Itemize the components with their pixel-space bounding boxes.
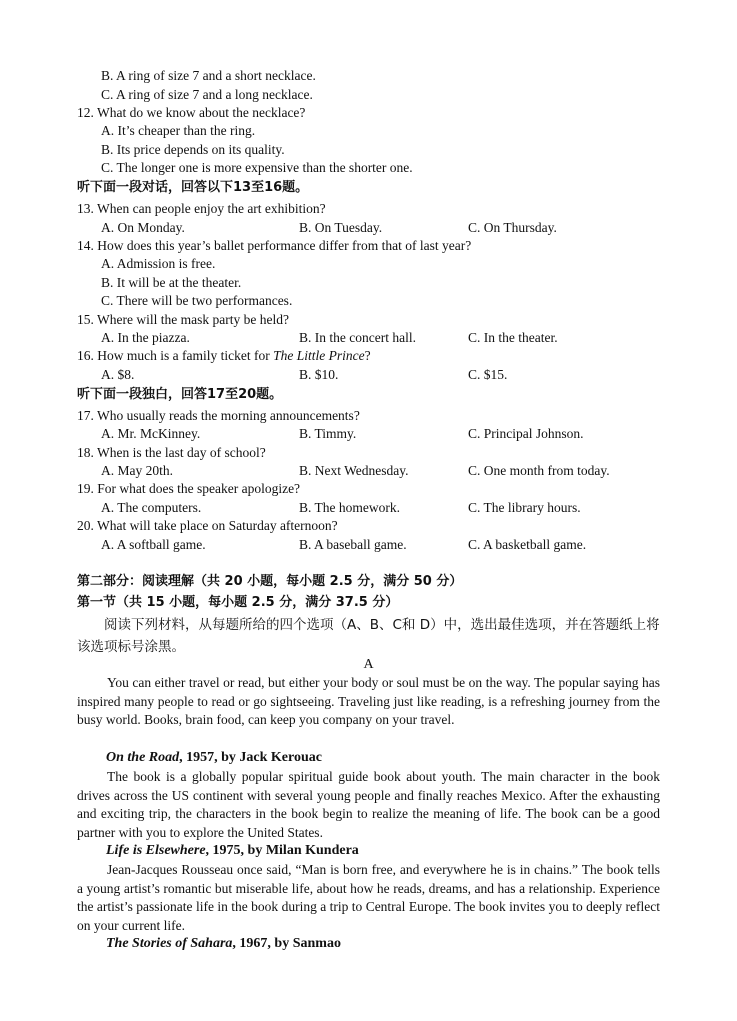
q11-option-b: B. A ring of size 7 and a short necklace. [101, 68, 316, 83]
q20-stem: 20. What will take place on Saturday afternoon? [77, 518, 338, 533]
q14-stem: 14. How does this year’s ballet performance differ from that of last year? [77, 238, 472, 253]
book1-title: On the Road [106, 750, 180, 765]
listening-direction-17-20: 听下面一段独白，回答17至20题。 [77, 387, 283, 402]
q17-option-c: C. Principal Johnson. [468, 426, 584, 441]
book2-title: Life is Elsewhere [106, 843, 206, 858]
q18-option-a: A. May 20th. [101, 463, 173, 478]
q19-option-c: C. The library hours. [468, 500, 581, 515]
q17-option-b: B. Timmy. [299, 426, 357, 441]
book2-title-line [106, 842, 359, 860]
book3-meta: , 1967, by Sanmao [232, 936, 341, 951]
q20-option-c: C. A basketball game. [468, 537, 587, 552]
q12-option-c: C. The longer one is more expensive than the shorter one. [101, 160, 413, 175]
book1-meta: , 1957, by Jack Kerouac [179, 750, 322, 765]
book3-title: The Stories of Sahara [106, 936, 233, 951]
q20-option-b: B. A baseball game. [299, 537, 407, 552]
book2-description: Jean-Jacques Rousseau once said, “Man is born free, and everywhere he is in chains.” The book tells a young artist’s romantic but miserable life, about how he reads, dreams, and has a relationship. Experience the artist’s passionate life in the book during a trip to Central Europe. The book invites you to deeply reflect on your current life. [77, 862, 660, 933]
q16-stem-text: 16. How much is a family ticket for [77, 348, 274, 363]
q19-option-a: A. The computers. [101, 500, 202, 515]
book3-title-line [106, 935, 341, 953]
reading-instructions: 阅读下列材料，从每题所给的四个选项（A、B、C和 D）中，选出最佳选项，并在答题纸上将该选项标号涂黑。 [77, 617, 660, 655]
passage-intro: You can either travel or read, but either your body or soul must be on the way. The popular saying has inspired many people to read or go sightseeing. Traveling just like reading, is a refreshing journey from the busy world. Books, brain food, can keep you company on your travel. [77, 675, 660, 727]
q16-option-c: C. $15. [468, 367, 508, 382]
listening-direction-13-16: 听下面一段对话，回答以下13至16题。 [77, 180, 309, 195]
q15-option-a: A. In the piazza. [101, 330, 190, 345]
q18-option-b: B. Next Wednesday. [299, 463, 409, 478]
q20-option-a: A. A softball game. [101, 537, 206, 552]
q14-option-b: B. It will be at the theater. [101, 275, 242, 290]
q12-option-b: B. Its price depends on its quality. [101, 142, 285, 157]
q12-option-a: A. It’s cheaper than the ring. [101, 123, 256, 138]
q18-stem: 18. When is the last day of school? [77, 445, 266, 460]
q16-question-mark: ? [364, 348, 371, 363]
q13-option-a: A. On Monday. [101, 220, 185, 235]
q17-option-a: A. Mr. McKinney. [101, 426, 201, 441]
q13-option-c: C. On Thursday. [468, 220, 557, 235]
q19-option-b: B. The homework. [299, 500, 400, 515]
q14-option-a: A. Admission is free. [101, 256, 216, 271]
part2-heading: 第二部分：阅读理解（共 20 小题，每小题 2.5 分，满分 50 分） [77, 574, 463, 589]
q13-option-b: B. On Tuesday. [299, 220, 383, 235]
q16-book-title: The Little Prince [273, 348, 365, 363]
q13-stem: 13. When can people enjoy the art exhibition? [77, 201, 326, 216]
section1-heading: 第一节（共 15 小题，每小题 2.5 分，满分 37.5 分） [77, 595, 399, 610]
q16-option-b: B. $10. [299, 367, 339, 382]
q15-option-b: B. In the concert hall. [299, 330, 416, 345]
book1-title-line [106, 749, 322, 767]
q14-option-c: C. There will be two performances. [101, 293, 293, 308]
q17-stem: 17. Who usually reads the morning announcements? [77, 408, 360, 423]
q16-option-a: A. $8. [101, 367, 135, 382]
q16-stem [77, 347, 371, 365]
q15-stem: 15. Where will the mask party be held? [77, 312, 289, 327]
q15-option-c: C. In the theater. [468, 330, 558, 345]
q18-option-c: C. One month from today. [468, 463, 610, 478]
book1-description: The book is a globally popular spiritual guide book about youth. The main character in the book drives across the US continent with several young people and finally reaches Mexico. After the exhausting and exciting trip, the characters in the book begin to realize the meaning of life. The book can be a good partner with you to explore the United States. [77, 769, 660, 840]
book2-meta: , 1975, by Milan Kundera [205, 843, 359, 858]
q11-option-c: C. A ring of size 7 and a long necklace. [101, 87, 313, 102]
passage-label: A [363, 657, 374, 672]
q19-stem: 19. For what does the speaker apologize? [77, 481, 301, 496]
q12-stem: 12. What do we know about the necklace? [77, 105, 306, 120]
